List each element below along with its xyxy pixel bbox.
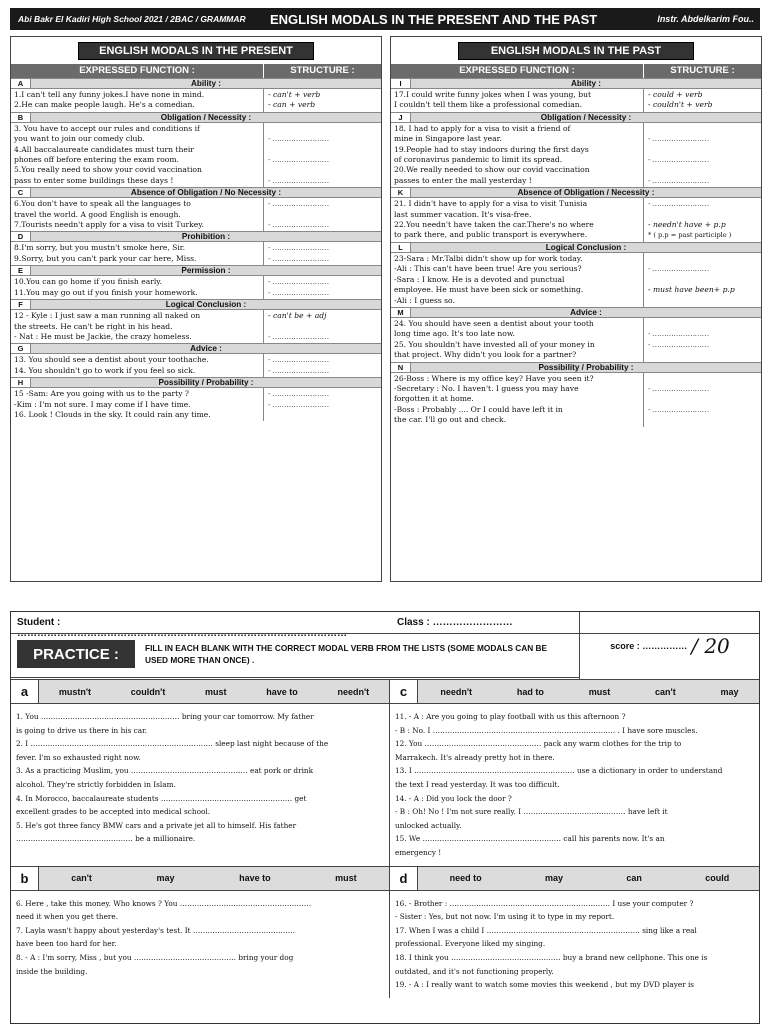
structure-formula: - can't + verb xyxy=(268,90,321,99)
structure-formula: - couldn't + verb xyxy=(648,100,713,110)
structure-formula: * ( p.p = past participle ) xyxy=(648,231,732,240)
section-examples xyxy=(11,276,264,299)
exercise-line[interactable]: 5. He's got three fancy BMW cars and a private jet all to himself. His father xyxy=(16,820,297,830)
word-bank-item: have to xyxy=(266,686,298,697)
function-header: EXPRESSED FUNCTION : xyxy=(391,64,644,78)
group-letter: c xyxy=(390,680,418,703)
structure-blank[interactable]: - …………………… xyxy=(268,331,329,341)
exercise-line[interactable]: 16. - Brother : ………………………………………………………… I use your computer ? xyxy=(395,898,694,908)
structure-blank[interactable]: - …………………… xyxy=(648,199,709,209)
section-letter: D xyxy=(11,232,31,241)
section-letter: E xyxy=(11,266,31,275)
section-function-name: Ability : xyxy=(190,79,222,88)
structure-blank[interactable]: - …………………… xyxy=(268,220,329,230)
section-body xyxy=(11,388,381,421)
practice-section xyxy=(10,611,760,1024)
word-bank-header xyxy=(11,867,389,891)
exercise-line[interactable]: ………………………………………… be a millionaire. xyxy=(16,834,196,844)
document-title: ENGLISH MODALS IN THE PRESENT AND THE PAST xyxy=(270,11,598,27)
example-line: travel the world. A good English is enough. xyxy=(14,209,181,219)
section-structure xyxy=(264,310,381,343)
structure-formula xyxy=(648,374,757,384)
structure-formula xyxy=(648,394,757,404)
structure-formula xyxy=(648,165,757,175)
structure-blank[interactable]: - …………………… xyxy=(268,134,329,144)
section-examples xyxy=(11,354,264,377)
section-structure xyxy=(264,242,381,265)
structure-blank[interactable]: - …………………… xyxy=(268,365,329,375)
example-line: 13. You should see a dentist about your toothache. xyxy=(14,355,209,365)
group-letter: b xyxy=(11,867,39,890)
structure-blank[interactable]: - …………………… xyxy=(648,134,709,144)
structure-blank[interactable]: - …………………… xyxy=(268,399,329,409)
example-line: of coronavirus pandemic to limit its spread. xyxy=(394,155,563,165)
example-line: 3. You have to accept our rules and conditions if xyxy=(14,123,200,133)
exercise-list xyxy=(390,891,760,998)
section-function-name: Prohibition : xyxy=(181,232,231,242)
practice-title: PRACTICE : xyxy=(17,640,135,668)
exercise-line[interactable]: 17. When I was a child I ……………………………………………………… sing like a real xyxy=(395,925,697,935)
word-bank xyxy=(418,867,760,890)
structure-blank[interactable]: - …………………… xyxy=(268,175,329,185)
past-modals-column xyxy=(390,36,762,582)
section-examples xyxy=(11,123,264,187)
word-bank-item: need to xyxy=(449,873,482,884)
section-body xyxy=(391,89,761,112)
section-structure xyxy=(644,198,761,242)
section-letter: G xyxy=(11,344,31,353)
section-letter: M xyxy=(391,308,411,317)
group-letter: d xyxy=(390,867,418,890)
exercise-group-a xyxy=(11,680,390,866)
section-body xyxy=(391,318,761,362)
practice-grid xyxy=(11,679,760,998)
student-name-field[interactable]: Student : ……………………………………………………………………………………… xyxy=(17,617,347,639)
example-line: last summer vacation. It's visa-free. xyxy=(394,209,532,219)
exercise-line[interactable]: 15. We ………………………………………………… call his parents now. It's an xyxy=(395,834,665,844)
example-line: -Sara : I know. He is a devoted and punctual xyxy=(394,274,565,284)
exercise-line[interactable]: excellent grades to be accepted into medical school. xyxy=(16,807,211,817)
example-line: 22.You needn't have taken the car.There's no where xyxy=(394,220,594,230)
section-function-name: Ability : xyxy=(570,79,602,88)
section-examples xyxy=(391,123,644,187)
structure-blank[interactable]: - …………………… xyxy=(268,287,329,297)
word-bank-header xyxy=(390,680,760,704)
section-function-name: Possibility / Probability : xyxy=(158,378,254,388)
example-line: you want to join our comedy club. xyxy=(14,134,145,144)
word-bank xyxy=(39,867,389,890)
word-bank-item: may xyxy=(720,686,739,697)
exercise-line[interactable]: emergency ! xyxy=(395,847,442,857)
section-function-name: Logical Conclusion : xyxy=(165,300,247,310)
section-header xyxy=(11,187,381,198)
score-box xyxy=(579,612,760,680)
structure-blank[interactable]: - …………………… xyxy=(268,199,329,209)
class-field[interactable]: Class : …………………… xyxy=(397,617,513,628)
section-function-name: Obligation / Necessity : xyxy=(540,112,632,122)
section-body xyxy=(11,89,381,112)
section-header xyxy=(391,187,761,198)
structure-formula: - can't be + adj xyxy=(268,311,327,321)
practice-row-2 xyxy=(11,866,760,998)
section-body xyxy=(391,198,761,242)
example-line: to park there, and public transport is everywhere. xyxy=(394,230,588,240)
section-structure xyxy=(264,354,381,377)
word-bank-item: must xyxy=(335,873,357,884)
example-line: 25. You shouldn't have invested all of your money in xyxy=(394,339,595,349)
section-examples xyxy=(11,310,264,343)
structure-blank[interactable]: - …………………… xyxy=(268,277,329,287)
section-header xyxy=(11,112,381,123)
section-header xyxy=(11,377,381,388)
structure-formula xyxy=(648,210,757,220)
example-line: passes to enter the mall yesterday ! xyxy=(394,175,532,185)
structure-blank[interactable]: - …………………… xyxy=(268,243,329,253)
exercise-line[interactable]: 2. I ………………………………………………………………… sleep last night because of the xyxy=(16,739,329,749)
exercise-line[interactable]: 14. - A : Did you lock the door ? xyxy=(395,793,512,803)
word-bank xyxy=(418,680,760,703)
exercise-line[interactable]: the text I read yesterday. It was too difficult. xyxy=(395,779,560,789)
exercise-line[interactable]: alcohol. They're strictly forbidden in Islam. xyxy=(16,779,176,789)
word-bank-item: can xyxy=(626,873,642,884)
section-examples xyxy=(11,89,264,112)
example-line: -Ali : This can't have been true! Are you serious? xyxy=(394,264,582,274)
section-function-name: Obligation / Necessity : xyxy=(160,112,252,122)
section-header xyxy=(391,112,761,123)
past-banner: ENGLISH MODALS IN THE PAST xyxy=(458,42,694,60)
exercise-list xyxy=(11,704,389,852)
word-bank-item: may xyxy=(156,873,175,884)
example-line: 26-Boss : Where is my office key? Have you seen it? xyxy=(394,373,594,383)
exercise-line[interactable]: 4. In Morocco, baccalaureate students ……………………………………………… get xyxy=(16,793,307,803)
past-column-header xyxy=(391,64,761,78)
section-letter: K xyxy=(391,188,411,197)
example-line: 16. Look ! Clouds in the sky. It could rain any time. xyxy=(14,409,211,419)
section-body xyxy=(391,253,761,307)
example-line: 15 -Sam: Are you going with us to the party ? xyxy=(14,389,189,399)
structure-formula xyxy=(648,350,757,360)
example-line: -Boss : Probably .... Or I could have left it in xyxy=(394,404,563,414)
section-letter: H xyxy=(11,378,31,387)
word-bank-item: have to xyxy=(239,873,271,884)
section-letter: F xyxy=(11,300,31,309)
word-bank-item: couldn't xyxy=(130,686,166,697)
structure-formula: - must have been+ p.p xyxy=(648,285,735,295)
section-function-name: Advice : xyxy=(190,344,222,354)
structure-formula xyxy=(268,410,377,420)
section-function-name: Absence of Obligation / No Necessity : xyxy=(130,188,282,198)
word-bank-item: can't xyxy=(71,873,92,884)
example-line: mine in Singapore last year. xyxy=(394,134,502,144)
section-body xyxy=(11,310,381,343)
example-line: that project. Why didn't you look for a partner? xyxy=(394,350,577,360)
word-bank-header xyxy=(11,680,389,704)
exercise-line[interactable]: need it when you get there. xyxy=(16,912,119,922)
score-label: score : …………… xyxy=(610,641,688,651)
exercise-line[interactable]: 7. Layla wasn't happy about yesterday's test. It …………………………………… xyxy=(16,925,296,935)
section-examples xyxy=(11,388,264,421)
word-bank-item: mustn't xyxy=(58,686,91,697)
word-bank-item: had to xyxy=(516,686,544,697)
section-function-name: Permission : xyxy=(181,266,231,276)
example-line: 6.You don't have to speak all the languages to xyxy=(14,199,191,209)
example-line: 12 - Kyle : I just saw a man running all naked on xyxy=(14,311,201,321)
example-line: -Kim : I'm not sure. I may come if I have time. xyxy=(14,399,191,409)
section-header xyxy=(11,231,381,242)
section-examples xyxy=(391,89,644,112)
example-line: forgotten it at home. xyxy=(394,394,474,404)
example-line: 19.People had to stay indoors during the first days xyxy=(394,144,589,154)
exercise-line[interactable]: 19. - A : I really want to watch some movies this weekend , but my DVD player is xyxy=(395,980,695,990)
practice-row-1 xyxy=(11,679,760,866)
example-line: 24. You should have seen a dentist about your tooth xyxy=(394,318,594,328)
section-letter: J xyxy=(391,113,411,122)
structure-blank[interactable]: - …………………… xyxy=(268,355,329,365)
example-line: 10.You can go home if you finish early. xyxy=(14,277,162,287)
structure-formula xyxy=(268,322,377,332)
exercise-line[interactable]: 12. You ………………………………………… pack any warm clothes for the trip to xyxy=(395,739,682,749)
structure-formula: - can + verb xyxy=(268,100,316,110)
section-body xyxy=(391,373,761,427)
example-line: 9.Sorry, but you can't park your car here, Miss. xyxy=(14,253,197,263)
section-letter: C xyxy=(11,188,31,197)
example-line: 20.We really needed to show our covid vaccination xyxy=(394,165,590,175)
section-body xyxy=(11,123,381,187)
exercise-line[interactable]: 3. As a practicing Muslim, you ………………………………………… eat pork or drink xyxy=(16,766,314,776)
example-line: the car. I'll go out and check. xyxy=(394,415,506,425)
section-function-name: Advice : xyxy=(570,307,602,317)
section-header xyxy=(11,343,381,354)
structure-formula: - could + verb xyxy=(648,90,703,99)
section-structure xyxy=(644,253,761,307)
structure-blank[interactable]: - …………………… xyxy=(648,264,709,274)
section-structure xyxy=(264,276,381,299)
example-line: the streets. He can't be right in his head. xyxy=(14,321,173,331)
example-line: - Nat : He must be Jackie, the crazy homeless. xyxy=(14,331,192,341)
section-letter: B xyxy=(11,113,31,122)
structure-formula: - needn't have + p.p xyxy=(648,220,726,230)
section-letter: I xyxy=(391,79,411,88)
exercise-group-c xyxy=(390,680,760,866)
structure-blank[interactable]: - …………………… xyxy=(268,155,329,164)
section-examples xyxy=(11,198,264,231)
word-bank-item: needn't xyxy=(440,686,473,697)
section-header xyxy=(391,242,761,253)
exercise-line[interactable]: - B : No. I ………………………………………………………………… . I have sore muscles. xyxy=(395,725,698,735)
example-line: 14. You shouldn't go to work if you feel so sick. xyxy=(14,365,196,375)
section-header xyxy=(11,78,381,89)
section-body xyxy=(11,198,381,231)
school-line: Abi Bakr El Kadiri High School 2021 / 2BAC / GRAMMAR xyxy=(18,14,246,24)
example-line: 2.He can make people laugh. He's a comedian. xyxy=(14,100,195,110)
example-line: -Secretary : No. I haven't. I guess you may have xyxy=(394,383,579,393)
practice-title-row xyxy=(11,634,579,678)
structure-blank[interactable]: - …………………… xyxy=(648,329,709,339)
section-header xyxy=(391,362,761,373)
example-line: I couldn't tell them like a professional comedian. xyxy=(394,100,583,110)
exercise-group-b xyxy=(11,867,390,998)
structure-formula xyxy=(648,124,757,134)
exercise-line[interactable]: unlocked actually. xyxy=(395,820,462,830)
section-structure xyxy=(644,373,761,427)
practice-instruction: FILL IN EACH BLANK WITH THE CORRECT MODAL VERB FROM THE LISTS (SOME MODALS CAN BE USED MORE THAN ONCE) . xyxy=(145,643,548,665)
example-line: 4.All baccalaureate candidates must turn their xyxy=(14,144,194,154)
example-line: 7.Tourists needn't apply for a visa to visit Turkey. xyxy=(14,220,204,230)
section-examples xyxy=(11,242,264,265)
example-line: -Ali : I guess so. xyxy=(394,295,455,305)
structure-formula xyxy=(648,145,757,155)
example-line: 5.You really need to show your covid vaccination xyxy=(14,165,202,175)
section-structure xyxy=(264,388,381,421)
present-column-header xyxy=(11,64,381,78)
structure-formula xyxy=(648,275,757,285)
section-header xyxy=(391,78,761,89)
structure-blank[interactable]: - …………………… xyxy=(648,383,709,393)
section-header xyxy=(11,265,381,276)
example-line: 8.I'm sorry, but you mustn't smoke here, Sir. xyxy=(14,243,186,253)
word-bank-item: must xyxy=(205,686,227,697)
section-examples xyxy=(391,198,644,242)
example-line: 23-Sara : Mr.Talbi didn't show up for work today. xyxy=(394,253,583,263)
section-letter: L xyxy=(391,243,411,252)
section-structure xyxy=(644,89,761,112)
exercise-line[interactable]: 11. - A : Are you going to play football with us this afternoon ? xyxy=(395,712,626,721)
example-line: 17.I could write funny jokes when I was young, but xyxy=(394,90,592,99)
exercise-line[interactable]: - Sister : Yes, but not now. I'm using it to type in my report. xyxy=(395,912,615,922)
exercise-line[interactable]: 6. Here , take this money. Who knows ? You ……………………………………………… xyxy=(16,898,312,908)
example-line: pass to enter some buildings these days ! xyxy=(14,175,174,185)
section-structure xyxy=(264,198,381,231)
section-letter: N xyxy=(391,363,411,372)
word-bank xyxy=(39,680,389,703)
function-header: EXPRESSED FUNCTION : xyxy=(11,64,264,78)
structure-blank[interactable]: - …………………… xyxy=(268,389,329,399)
structure-formula xyxy=(648,415,757,425)
instructor-line: Instr. Abdelkarim Fou.. xyxy=(657,14,754,24)
word-bank-item: may xyxy=(545,873,564,884)
exercise-line[interactable]: 1. You ………………………………………………… bring your car tomorrow. My father xyxy=(16,712,314,721)
section-body xyxy=(11,242,381,265)
section-letter: A xyxy=(11,79,31,88)
exercise-line[interactable]: 13. I ………………………………………………………… use a dictionary in order to understand xyxy=(395,766,723,776)
exercise-line[interactable]: outdated, and it's not functioning properly. xyxy=(395,966,554,976)
score-out-of: / 20 xyxy=(691,634,730,658)
structure-header: STRUCTURE : xyxy=(670,65,735,76)
example-line: long time ago. It's too late now. xyxy=(394,329,515,339)
structure-formula xyxy=(268,124,377,134)
section-body xyxy=(391,123,761,187)
exercise-line[interactable]: 8. - A : I'm sorry, Miss , but you …………………………………… bring your dog xyxy=(16,952,294,962)
example-line: 21. I didn't have to apply for a visa to visit Tunisia xyxy=(394,199,588,209)
structure-formula xyxy=(268,210,377,220)
section-function-name: Possibility / Probability : xyxy=(538,362,634,372)
structure-formula xyxy=(648,319,757,329)
section-header xyxy=(11,299,381,310)
structure-formula xyxy=(268,145,377,155)
present-banner: ENGLISH MODALS IN THE PRESENT xyxy=(78,42,314,60)
structure-blank[interactable]: - …………………… xyxy=(648,155,709,164)
structure-blank[interactable]: - …………………… xyxy=(648,175,709,185)
structure-formula xyxy=(648,295,757,305)
structure-header: STRUCTURE : xyxy=(290,65,355,76)
section-structure xyxy=(644,123,761,187)
exercise-line[interactable]: inside the building. xyxy=(16,966,88,976)
exercise-line[interactable]: Marrakech. It's already pretty hot in there. xyxy=(395,752,555,762)
word-bank-item: can't xyxy=(655,686,676,697)
example-line: 11.You may go out if you finish your homework. xyxy=(14,287,198,297)
exercise-list xyxy=(11,891,389,985)
word-bank-header xyxy=(390,867,760,891)
word-bank-item: could xyxy=(705,873,730,884)
example-line: phones off before entering the exam room. xyxy=(14,155,179,165)
example-line: 18. I had to apply for a visa to visit a friend of xyxy=(394,123,571,133)
structure-formula xyxy=(648,254,757,264)
section-examples xyxy=(391,253,644,307)
example-line: employee. He must have been sick or something. xyxy=(394,285,584,295)
structure-blank[interactable]: - …………………… xyxy=(648,339,709,349)
section-body xyxy=(11,276,381,299)
exercise-line[interactable]: professional. Everyone liked my singing. xyxy=(395,939,546,949)
section-examples xyxy=(391,318,644,362)
structure-formula xyxy=(268,165,377,175)
structure-blank[interactable]: - …………………… xyxy=(268,253,329,263)
exercise-line[interactable]: 18. I think you ……………………………………… buy a brand new cellphone. This one is xyxy=(395,952,708,962)
word-bank-item: must xyxy=(588,686,611,697)
section-body xyxy=(11,354,381,377)
section-examples xyxy=(391,373,644,427)
section-structure xyxy=(644,318,761,362)
section-structure xyxy=(264,89,381,112)
present-modals-column xyxy=(10,36,382,582)
example-line: 1.I can't tell any funny jokes.I have none in mind. xyxy=(14,90,205,99)
section-header xyxy=(391,307,761,318)
section-structure xyxy=(264,123,381,187)
section-function-name: Absence of Obligation / Necessity : xyxy=(517,188,655,198)
exercise-line[interactable]: have been too hard for her. xyxy=(16,939,117,949)
exercise-line[interactable]: is going to drive us there in his car. xyxy=(16,725,148,735)
section-function-name: Logical Conclusion : xyxy=(545,242,627,252)
structure-blank[interactable]: - …………………… xyxy=(648,404,709,414)
group-letter: a xyxy=(11,680,39,703)
exercise-line[interactable]: - B : Oh! No ! I'm not sure really. I …………………………………… have left it xyxy=(395,807,668,817)
exercise-line[interactable]: fever. I'm so exhausted right now. xyxy=(16,752,141,762)
exercise-group-d xyxy=(390,867,760,998)
exercise-list xyxy=(390,704,760,866)
document-header-bar xyxy=(10,8,760,30)
word-bank-item: needn't xyxy=(337,686,370,697)
